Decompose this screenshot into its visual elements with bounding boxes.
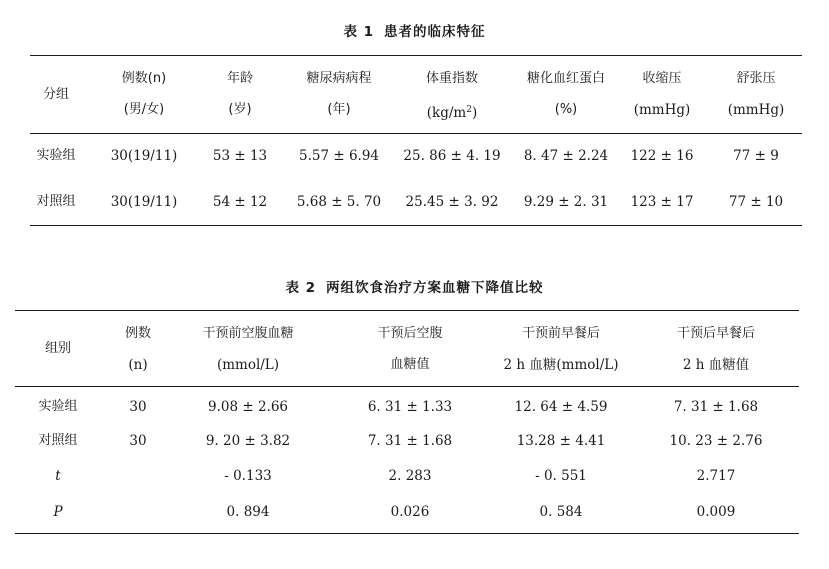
- table1-row1-bmi: 25. 86 ± 4. 19: [403, 148, 501, 164]
- table2-header-post-fbg-line2: 血糖值: [390, 357, 430, 372]
- table1-header-sbp-unit: (mmHg): [633, 102, 691, 118]
- table1-row2-dbp: 77 ± 10: [728, 194, 784, 210]
- table2-caption: [0, 276, 829, 296]
- table1-row1-dbp: 77 ± 9: [733, 148, 779, 164]
- table1-header-dbp-unit: (mmHg): [727, 102, 785, 118]
- table1-header-hba1c-unit: (%): [554, 102, 578, 117]
- table2-header-pre-ppg-line2: 2 h 血糖(mmol/L): [503, 357, 619, 373]
- table2-row3-pre-fbg: - 0.133: [224, 468, 272, 484]
- table1-row2-hba1c: 9.29 ± 2. 31: [523, 194, 609, 210]
- table2-caption-number: 表 2: [285, 280, 317, 296]
- table1-caption: [0, 20, 829, 40]
- table2-header-pre-fbg: 干预前空腹血糖: [202, 326, 294, 341]
- table2-header-pre-fbg-unit: (mmol/L): [216, 357, 280, 373]
- table2-header-post-ppg: 干预后早餐后: [676, 326, 756, 341]
- table1-row2-bmi: 25.45 ± 3. 92: [405, 194, 499, 210]
- table2-header-cases-unit: (n): [128, 357, 148, 373]
- table1-row2-group: 对照组: [36, 194, 76, 209]
- table2-row1-cases: 30: [129, 399, 147, 415]
- table2-row4-stat-p: P: [53, 504, 63, 520]
- table2-row4-pre-ppg: 0. 584: [539, 504, 583, 520]
- table2-row3-post-fbg: 2. 283: [388, 468, 432, 484]
- table1-row2-age: 54 ± 12: [212, 194, 268, 210]
- table2-header-group: 组别: [44, 341, 72, 356]
- table1-header-sbp: 收缩压: [642, 71, 682, 86]
- table1-caption-text: 患者的临床特征: [384, 24, 486, 40]
- table2-top-rule: [15, 310, 799, 311]
- table2-row4-post-ppg: 0.009: [696, 504, 736, 520]
- table2-header-post-fbg: 干预后空腹: [377, 326, 443, 341]
- table1-header-age-unit: (岁): [228, 102, 252, 117]
- table2-header-pre-ppg: 干预前早餐后: [521, 326, 601, 341]
- table2-bottom-rule: [15, 533, 799, 534]
- table2-row3-post-ppg: 2.717: [696, 468, 736, 484]
- table2-caption-text: 两组饮食治疗方案血糖下降值比较: [326, 280, 544, 296]
- table1-header-duration-unit: (年): [327, 102, 351, 117]
- table2-row2-pre-ppg: 13.28 ± 4.41: [516, 433, 606, 449]
- table2-row3-pre-ppg: - 0. 551: [535, 468, 587, 484]
- table2-row2-group: 对照组: [38, 433, 78, 448]
- table1-header-cases: 例数(n): [121, 71, 167, 86]
- table2-header-cases: 例数: [124, 326, 152, 341]
- table1-header-rule: [30, 133, 802, 134]
- table2-row3-stat-t: t: [55, 468, 61, 484]
- table2-row2-post-ppg: 10. 23 ± 2.76: [669, 433, 763, 449]
- table1-header-hba1c: 糖化血红蛋白: [526, 71, 606, 86]
- table1-row1-cases: 30(19/11): [110, 148, 178, 164]
- table2-row2-cases: 30: [129, 433, 147, 449]
- table2-header-rule: [15, 386, 799, 387]
- table1-header-cases-unit: (男/女): [123, 102, 165, 117]
- table1-row1-hba1c: 8. 47 ± 2.24: [523, 148, 609, 164]
- table1-header-bmi-unit: $(kg/m^2)$: [426, 105, 478, 121]
- table1-bottom-rule: [30, 225, 802, 226]
- table1-row1-age: 53 ± 13: [212, 148, 268, 164]
- table2-header-post-ppg-line2: 2 h 血糖值: [682, 357, 750, 373]
- table2-row1-group: 实验组: [38, 399, 78, 414]
- table1-header-group: 分组: [42, 87, 70, 102]
- table2-row4-pre-fbg: 0. 894: [226, 504, 270, 520]
- table1-header-duration: 糖尿病病程: [306, 71, 372, 86]
- table1-row2-sbp: 123 ± 17: [630, 194, 694, 210]
- table1-header-age: 年龄: [226, 71, 254, 86]
- table1-caption-number: 表 1: [343, 24, 375, 40]
- table2-row1-post-fbg: 6. 31 ± 1.33: [367, 399, 453, 415]
- table1-row1-group: 实验组: [36, 148, 76, 163]
- table2-row4-post-fbg: 0.026: [390, 504, 430, 520]
- table1-header-dbp: 舒张压: [736, 71, 776, 86]
- table1-top-rule: [30, 55, 802, 56]
- table2-row1-pre-fbg: 9.08 ± 2.66: [207, 399, 289, 415]
- table1-row2-duration: 5.68 ± 5. 70: [296, 194, 382, 210]
- table2-row2-pre-fbg: 9. 20 ± 3.82: [205, 433, 291, 449]
- table2-row1-post-ppg: 7. 31 ± 1.68: [673, 399, 759, 415]
- table1-row1-duration: 5.57 ± 6.94: [298, 148, 380, 164]
- table1-header-bmi: 体重指数: [425, 71, 479, 86]
- table1-row2-cases: 30(19/11): [110, 194, 178, 210]
- table1-row1-sbp: 122 ± 16: [630, 148, 694, 164]
- table2-row1-pre-ppg: 12. 64 ± 4.59: [514, 399, 608, 415]
- table2-row2-post-fbg: 7. 31 ± 1.68: [367, 433, 453, 449]
